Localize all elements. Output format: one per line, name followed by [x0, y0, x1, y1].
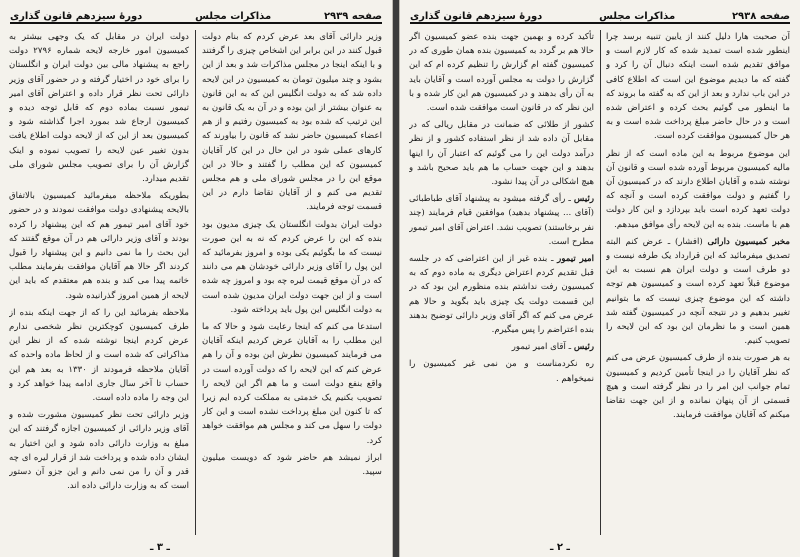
- paragraph: آن صحبت هارا دلیل کنند از یایین تنبیه برسد چرا اینطور شده است تمدید شده که کار لازم است و موافق تقدیم شده است اینکه دنبال آن را کرد و گفته که ما دیدیم موضوع این است که اطلاع کافی در این باب ندارد و بعد از این که به گفته ما بروند که ما اینطور می گوئیم بحث کرده و اعتراض شده است و در حال حاضر مبلغ پرداخت شده است و به هر حال کمیسیون موافقت کرده است.: [606, 32, 790, 142]
- paragraph: دولت ایران در مقابل که یک وجهی بیشتر به کمیسیون امور خارجه لایحه شماره ۲۷۹۶ دولت راجع به پیشنهاد مالی بین دولت ایران و انگلستان را برای خود در اختیار گرفته و در حضور آقای وزیر دارائی تحت نظر قرار داده و اعتراض آقای امیر تیمور نسبت بماده دوم که قابل توجه دیده و کمیسیون ارجاع شد بمورد اجرا گذاشته شود و کمیسیون بعد از این که از لایحه دولت اطلاع یافت بدون تغییر عین لایحه را تصویب نموده و اینک گزارش آن را برای تصویب مجلس شورای ملی تقدیم میدارد.: [9, 32, 189, 185]
- header-section: مذاکرات مجلس: [599, 11, 676, 22]
- paragraph: ملاحظه بفرمائید این را که از جهت اینکه بنده از طرف کمیسیون کوچکترین نظر شخصی ندارم عرض کردم اینجا نوشته شده که از نظر این مذاکراتی که شده است و از لحاظ ماده واحده که آقایان ملاحظه فرمودند از ۱۳۳۰ به بعد هم این حساب تا آخر سال جاری ادامه پیدا خواهد کرد و این وجه را ماده داده است.: [9, 307, 189, 404]
- right-page-header: [410, 6, 790, 24]
- left-page: [0, 0, 393, 557]
- paragraph: وزیر دارائی آقای بعد عرض کردم که بنام دولت قبول کنند در این برابر این اشخاص چیزی را گرفتند و با اینکه اینجا در مجلس مذاکرات شد و بعد از این بشود و چند میلیون تومان به کمیسیون در این لایحه داده شد که به دولت انگلیس این که به این قانون به عنوان بیشتر از این بوده و در آن به یک قانون به این ترتیب که شده بود به کمیسیون رفتیم و از هم اعضاء کمیسیون حاضر نشد که قانون را بیاورند که کارهای عملی شود در این حال در این کار آقایان کمیسیون که این مطلب را گفتند و حالا در این موقع این را در مجلس شورای ملی و هم مجلس تقدیم می کنم و از آقایان تقاضا دارم در این قسمت توجه فرمایند.: [202, 32, 382, 213]
- speaker-name: مخبر کمیسیون دارائی: [707, 236, 790, 247]
- paragraph: مخبر کمیسیون دارائی (افشار) ـ عرض کنم البته تصدیق میفرمائید که این قرارداد یک طرفه نیست و دو طرف است و دولت ایران هم نسبت به این موضوع قبلاً تعهد کرده است و کمیسیون هم توجه داشته که این موضوع چیزی نیست که ما بتوانیم تغییر بدهیم و در نتیجه آنچه در کمیسیون گفته شد همین است و ما نظرمان این بود که این لایحه را تصویب کنیم.: [606, 236, 790, 347]
- column-divider: [195, 30, 196, 535]
- paragraph: رئیس ـ آقای امیر تیمور: [511, 342, 594, 353]
- paragraph: دولت ایران بدولت انگلستان یک چیزی مدیون بود بنده که این را عرض کردم که نه به این صورت نیست که ما بگوئیم یکی بوده و امروز بفرمائید که این پول را آقای وزیر دارائی خودشان هم می دانند که در آن موقع قیمت لیره چه بود و امروز چه شده است و از این جهت دولت ایران مدیون شده است به دولت انگلیس این پول باید پرداخته شود.: [202, 219, 382, 315]
- paragraph: کشور از طلائی که ضمانت در مقابل ریالی که در مقابل آن داده شد از نظر استفاده کشور و از نظر درآمد دولت این را می گوئیم که اعتبار آن را اینها بدهند و این جهت حساب ما هم باید صحیح باشد و هیچ اشکالی در آن پیدا نشود.: [409, 120, 594, 188]
- paragraph: این موضوع مربوط به این ماده است که از نظر مالیه کمیسیون مربوط آورده شده است و قانون آن نوشته شده و آقایان اطلاع دارند که در کمیسیون آن را گفتیم و دولت موافقت کرده است و آنچه که دولت تعهد کرده است باید بپردازد و این کار دولت هم با ماست. بنده به این لایحه رأی موافق میدهم.: [606, 148, 790, 230]
- header-page-number: صفحه ۲۹۳۸: [731, 11, 790, 22]
- page-footer-number: ـ ۲ ـ: [550, 542, 570, 553]
- paragraph: تأکید کرده و بهمین جهت بنده عضو کمیسیون اگر حالا هم بر گردد به کمیسیون بنده همان طوری که در کمیسیون گفته ام گزارش را تنظیم کرده ام که این گزارش را دولت به مجلس آورده است و آقایان باید به آن رأی بدهند و در کمیسیون هم این کار شده و با این نظر که در قانون است موافقت شده است.: [409, 32, 594, 114]
- paragraph: ره نکردمناست و من نمی غیر کمیسیون را نمیخواهم .: [409, 359, 594, 384]
- header-title: دورهٔ سیزدهم قانون گذاری: [410, 11, 543, 22]
- page-footer-number: ـ ۳ ـ: [150, 542, 170, 553]
- left-page-header: [10, 6, 382, 24]
- speaker-name: رئیس: [573, 342, 594, 353]
- column-divider: [600, 30, 601, 535]
- right-page-column-left: [409, 30, 594, 535]
- left-page-column-left: [9, 30, 189, 535]
- speaker-name: رئیس: [573, 194, 594, 205]
- paragraph: استدعا می کنم که اینجا رعایت شود و حالا که ما این مطلب را به آقایان عرض کردیم اینکه آقایان می فرمایند کمیسیون نظرش این بوده و آن را هم عرض کنم که این لایحه را که دولت آورده است در واقع بنفع دولت است و ما هم اگر این لایحه را تصویب بکنیم یک خدمتی به مملکت کرده ایم زیرا که تا کنون این مبلغ پرداخت نشده است و این کار دولت را سهل می کند و مجلس هم موافقت خواهد کرد.: [202, 322, 382, 446]
- paragraph: ابراز نمیشد هم حاضر شود که دویست میلیون سپید.: [202, 452, 382, 478]
- header-title: دورهٔ سیزدهم قانون گذاری: [10, 11, 143, 22]
- right-page: [399, 0, 800, 557]
- header-section: مذاکرات مجلس: [195, 11, 272, 22]
- paragraph: به هر صورت بنده از طرف کمیسیون عرض می کنم که نظر آقایان را در اینجا تأمین کردیم و کمیسیون تمام جوانب این امر را در نظر گرفته است و هیچ قسمتی از آن پنهان نمانده و از این جهت تقاضا میکنم که آقایان موافقت فرمایند.: [606, 353, 790, 421]
- paragraph: بطوریکه ملاحظه میفرمائید کمیسیون بالاتفاق بالایحه پیشنهادی دولت موافقت نمودند و در حضور خود آقای امیر تیمور هم که این پیشنهاد را کرده بودند و آقای وزیر دارائی هم در آن موقع گفتند که این بحث را ما نمی دانیم و این پیشنهاد را قبول کردند اگر حالا هم آقایان موافقت بفرمایند مطلب خاتمه پیدا می کند و بنده هم معتقدم که باید این لایحه از همین امروز گذرانیده شود.: [9, 191, 189, 301]
- paragraph: رئیس ـ رأی گرفته میشود به پیشنهاد آقای طباطبائی (آقای ... پیشنهاد بدهید) موافقین قیام فرمایند (چند نفر برخاستند) تصویب نشد. اعتراض آقای امیر تیمور مطرح است.: [409, 194, 594, 247]
- paragraph: امیر تیمور ـ بنده غیر از این اعتراضی که در جلسه قبل تقدیم کردم اعتراض دیگری به ماده دوم که به کمیسیون رفت نداشتم بنده منظورم این بود که در این قسمت دولت یک چیزی باید بگوید و حالا هم عرض می کنم که اگر آقای وزیر دارائی توضیح بدهند بنده اعتراضم را پس میگیرم.: [409, 254, 594, 336]
- right-page-column-right: [606, 30, 790, 535]
- speaker-name: امیر تیمور: [557, 254, 594, 265]
- left-page-column-right: [202, 30, 382, 535]
- header-page-number: صفحه ۲۹۳۹: [323, 11, 382, 22]
- paragraph: وزیر دارائی تحت نظر کمیسیون مشورت شده و آقای وزیر دارائی از کمیسیون اجازه گرفتند که این مبلغ به وزارت دارائی داده شود و این اختیار به ایشان داده شده و پرداخت شد از قرار لیره ای چه قدر و آن را من نمی دانم و این جزو آن دستور است که به وزارت دارائی داده اند.: [9, 410, 189, 492]
